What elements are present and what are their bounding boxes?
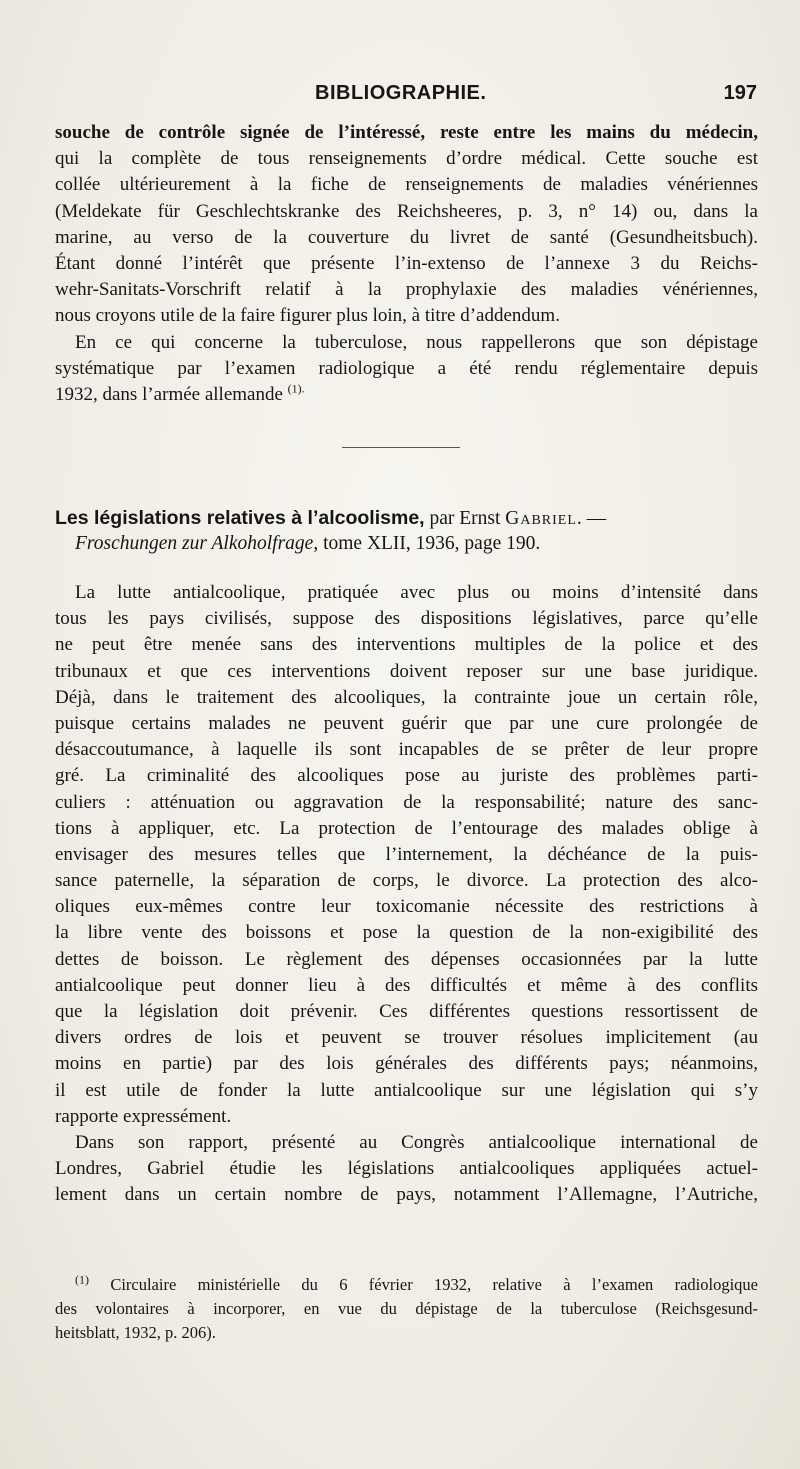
- text-line: Étant donné l’intérêt que présente l’in-extenso de l’annexe 3 du Reichs-: [55, 252, 758, 274]
- article-details: , tome XLII, 1936, page 190.: [313, 533, 541, 555]
- article-source-line: [55, 531, 758, 557]
- text-line: wehr-Sanitats-Vorschrift relatif à la prophylaxie des maladies vénériennes,: [55, 279, 758, 301]
- text-line: que la législation doit prévenir. Ces différentes questions ressortissent de: [55, 1001, 758, 1022]
- text-line: Londres, Gabriel étudie les législations antialcooliques appliquées actuel-: [55, 1158, 758, 1180]
- text-line: il est utile de fonder la lutte antialcoolique sur une législation qui s’y: [55, 1079, 758, 1101]
- footnote-line: heitsblatt, 1932, p. 206).: [55, 1323, 216, 1342]
- text-line: (Meldekate für Geschlechtskranke des Reichsheeres, p. 3, n° 14) ou, dans la: [55, 200, 758, 222]
- text-line: tous les pays civilisés, suppose des dispositions législatives, parce qu’elle: [55, 608, 758, 630]
- article-author: Gabriel: [505, 508, 577, 529]
- text-line: Dans son rapport, présenté au Congrès antialcoolique international de: [75, 1132, 758, 1153]
- text-line: En ce qui concerne la tuberculose, nous rappellerons que son dépistage: [75, 331, 758, 353]
- text-line: tions à appliquer, etc. La protection de l’entourage des malades oblige à: [55, 817, 758, 839]
- footnote-text: Circulaire ministérielle du 6 février 1932, relative à l’examen radiologique: [89, 1275, 758, 1294]
- footnote-line: des volontaires à incorporer, en vue du dépistage de la tuberculose (Reichsgesund-: [55, 1299, 758, 1318]
- text-line: gré. La criminalité des alcooliques pose au juriste des problèmes parti-: [55, 765, 758, 787]
- article-journal: Froschungen zur Alkoholfrage: [75, 533, 314, 555]
- text-line: puisque certains malades ne peuvent guérir que par une cure prolongée de: [55, 712, 758, 734]
- article-by: par Ernst: [424, 508, 506, 529]
- text-line: tribunaux et que ces interventions doivent reposer sur une base juridique.: [55, 660, 758, 682]
- text-line-with-footnote-ref: [55, 382, 758, 408]
- article-paragraph-1: [55, 580, 758, 1130]
- running-head: [55, 80, 757, 110]
- text-line: rapporte expressément.: [55, 1105, 232, 1127]
- text-line: collée ultérieurement à la fiche de renseignements de maladies vénériennes: [55, 174, 758, 196]
- text-line-content: 1932, dans l’armée allemande: [55, 383, 283, 405]
- footnote: [55, 1273, 758, 1345]
- text-line: sance paternelle, la séparation de corps, le divorce. La protection des alco-: [55, 870, 758, 892]
- text-line: antialcoolique peut donner lieu à des difficultés et même à des conflits: [55, 974, 758, 996]
- text-line: dettes de boisson. Le règlement des dépenses occasionnées par la lutte: [55, 948, 758, 970]
- text-line: La lutte antialcoolique, pratiquée avec plus ou moins d’intensité dans: [75, 582, 758, 603]
- footnote-marker: (1): [75, 1272, 89, 1287]
- text-line: divers ordres de lois et peuvent se trouver résolues implicitement (au: [55, 1027, 758, 1049]
- article-paragraph-2: [55, 1130, 758, 1209]
- article-dash: . —: [576, 508, 607, 529]
- footnote-line: [55, 1273, 758, 1297]
- continuation-paragraphs: [55, 120, 758, 408]
- article-title: Les législations relatives à l’alcoolisme,: [55, 507, 425, 529]
- text-line: Déjà, dans le traitement des alcooliques, la contrainte joue un certain rôle,: [55, 686, 758, 708]
- section-divider: [342, 447, 460, 448]
- text-line: envisager des mesures telles que l’internement, la déchéance de la puis-: [55, 843, 758, 865]
- text-line: marine, au verso de la couverture du livret de santé (Gesundheitsbuch).: [55, 226, 758, 248]
- footnote-reference: (1).: [287, 381, 305, 396]
- text-line: désaccoutumance, à laquelle ils sont incapables de se prêter de leur propre: [55, 739, 758, 761]
- text-line: lement dans un certain nombre de pays, notamment l’Allemagne, l’Autriche,: [55, 1184, 758, 1206]
- running-head-title: BIBLIOGRAPHIE.: [315, 82, 487, 104]
- text-line: oliques eux-mêmes contre leur toxicomanie nécessite des restrictions à: [55, 896, 758, 918]
- text-line: systématique par l’examen radiologique a été rendu réglementaire depuis: [55, 357, 758, 379]
- article-heading: [55, 505, 758, 557]
- text-line: ne peut être menée sans des interventions multiples de la police et des: [55, 634, 758, 656]
- page-number: 197: [723, 82, 757, 104]
- text-line: moins en partie) par des lois générales des différents pays; néanmoins,: [55, 1053, 758, 1075]
- text-line: la libre vente des boissons et pose la question de la non-exigibilité des: [55, 922, 758, 944]
- text-line: nous croyons utile de la faire figurer plus loin, à titre d’addendum.: [55, 305, 560, 327]
- text-line: culiers : atténuation ou aggravation de la responsabilité; nature des sanc-: [55, 791, 758, 813]
- text-line: souche de contrôle signée de l’intéressé, reste entre les mains du médecin,: [55, 122, 758, 143]
- text-line: qui la complète de tous renseignements d’ordre médical. Cette souche est: [55, 148, 758, 170]
- article-title-line: [55, 505, 758, 531]
